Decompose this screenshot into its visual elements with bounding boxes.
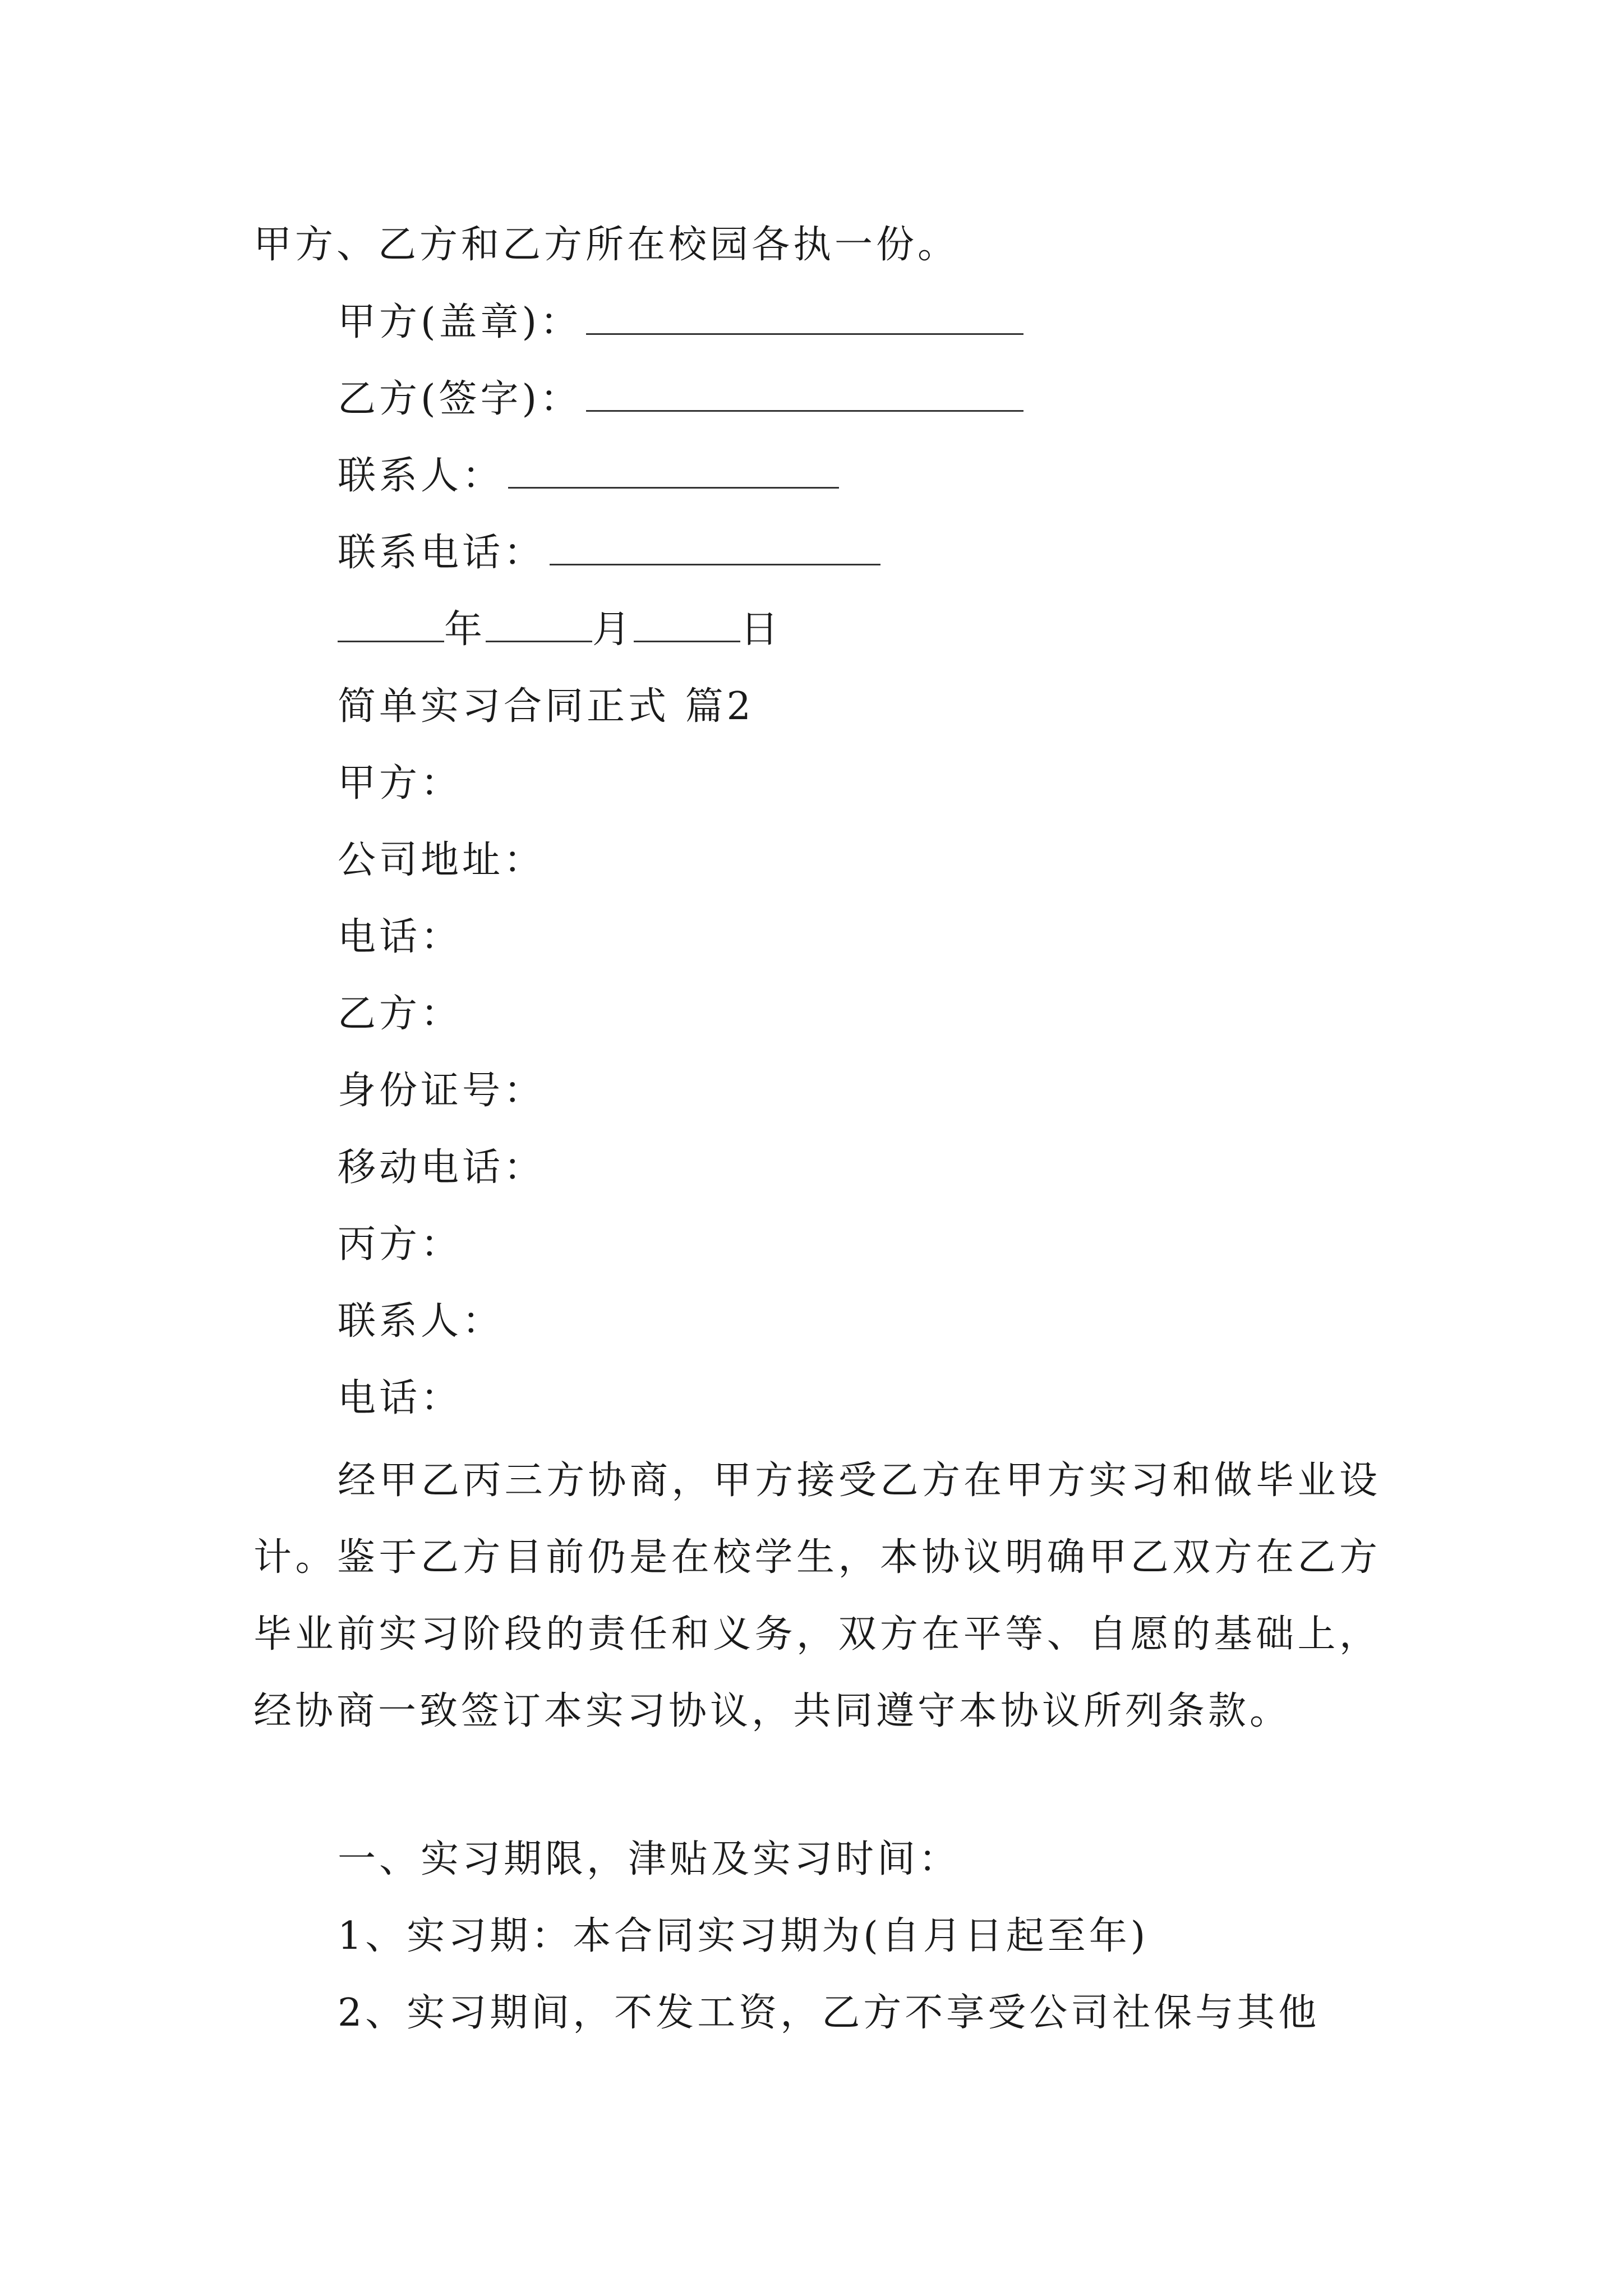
field-phone-c: 电话： [338,1376,463,1420]
field-contact-c: 联系人： [338,1299,504,1343]
signature-party-a-label: 甲方(盖章)： [338,300,582,344]
signature-contact-person-blank [508,454,839,489]
signature-contact-phone [338,528,880,578]
field-party-b: 乙方： [338,992,463,1036]
text-line-copies: 甲方、乙方和乙方所在校园各执一份。 [253,223,960,267]
date-day-blank [634,608,740,642]
signature-contact-phone-blank [550,531,880,565]
signature-party-a-blank [586,301,1023,335]
signature-contact-person [338,451,839,501]
date-month-label: 月 [592,608,634,652]
date-month-blank [486,608,592,642]
signature-contact-phone-label: 联系电话： [338,531,546,575]
clause-1-item-1: 1、实习期：本合同实习期为(自月日起至年) [338,1914,1149,1958]
section-title: 简单实习合同正式 篇2 [338,684,754,729]
field-company-address: 公司地址： [338,838,546,882]
date-year-label: 年 [444,608,486,652]
signature-date [338,605,782,655]
signature-party-b-blank [586,378,1023,412]
signature-contact-person-label: 联系人： [338,454,504,498]
field-party-c: 丙方： [338,1222,463,1267]
clause-1-item-2: 2、实习期间，不发工资，乙方不享受公司社保与其他 [338,1991,1320,2035]
date-day-label: 日 [740,608,782,652]
field-phone-a: 电话： [338,915,463,959]
field-id-number: 身份证号： [338,1069,546,1113]
signature-party-a [338,297,1023,348]
signature-party-b [338,374,1023,425]
date-year-blank [338,608,444,642]
intro-paragraph: 经甲乙丙三方协商，甲方接受乙方在甲方实习和做毕业设计。鉴于乙方目前仍是在校学生，本协议明确甲乙双方在乙方毕业前实习阶段的责任和义务，双方在平等、自愿的基础上，经协商一致签订本实习协议，共同遵守本协议所列条款。 [253,1458,1381,1733]
field-party-a: 甲方： [338,761,463,806]
clause-1-heading: 一、实习期限，津贴及实习时间： [338,1837,961,1881]
signature-party-b-label: 乙方(签字)： [338,377,582,421]
field-mobile-phone: 移动电话： [338,1145,546,1190]
